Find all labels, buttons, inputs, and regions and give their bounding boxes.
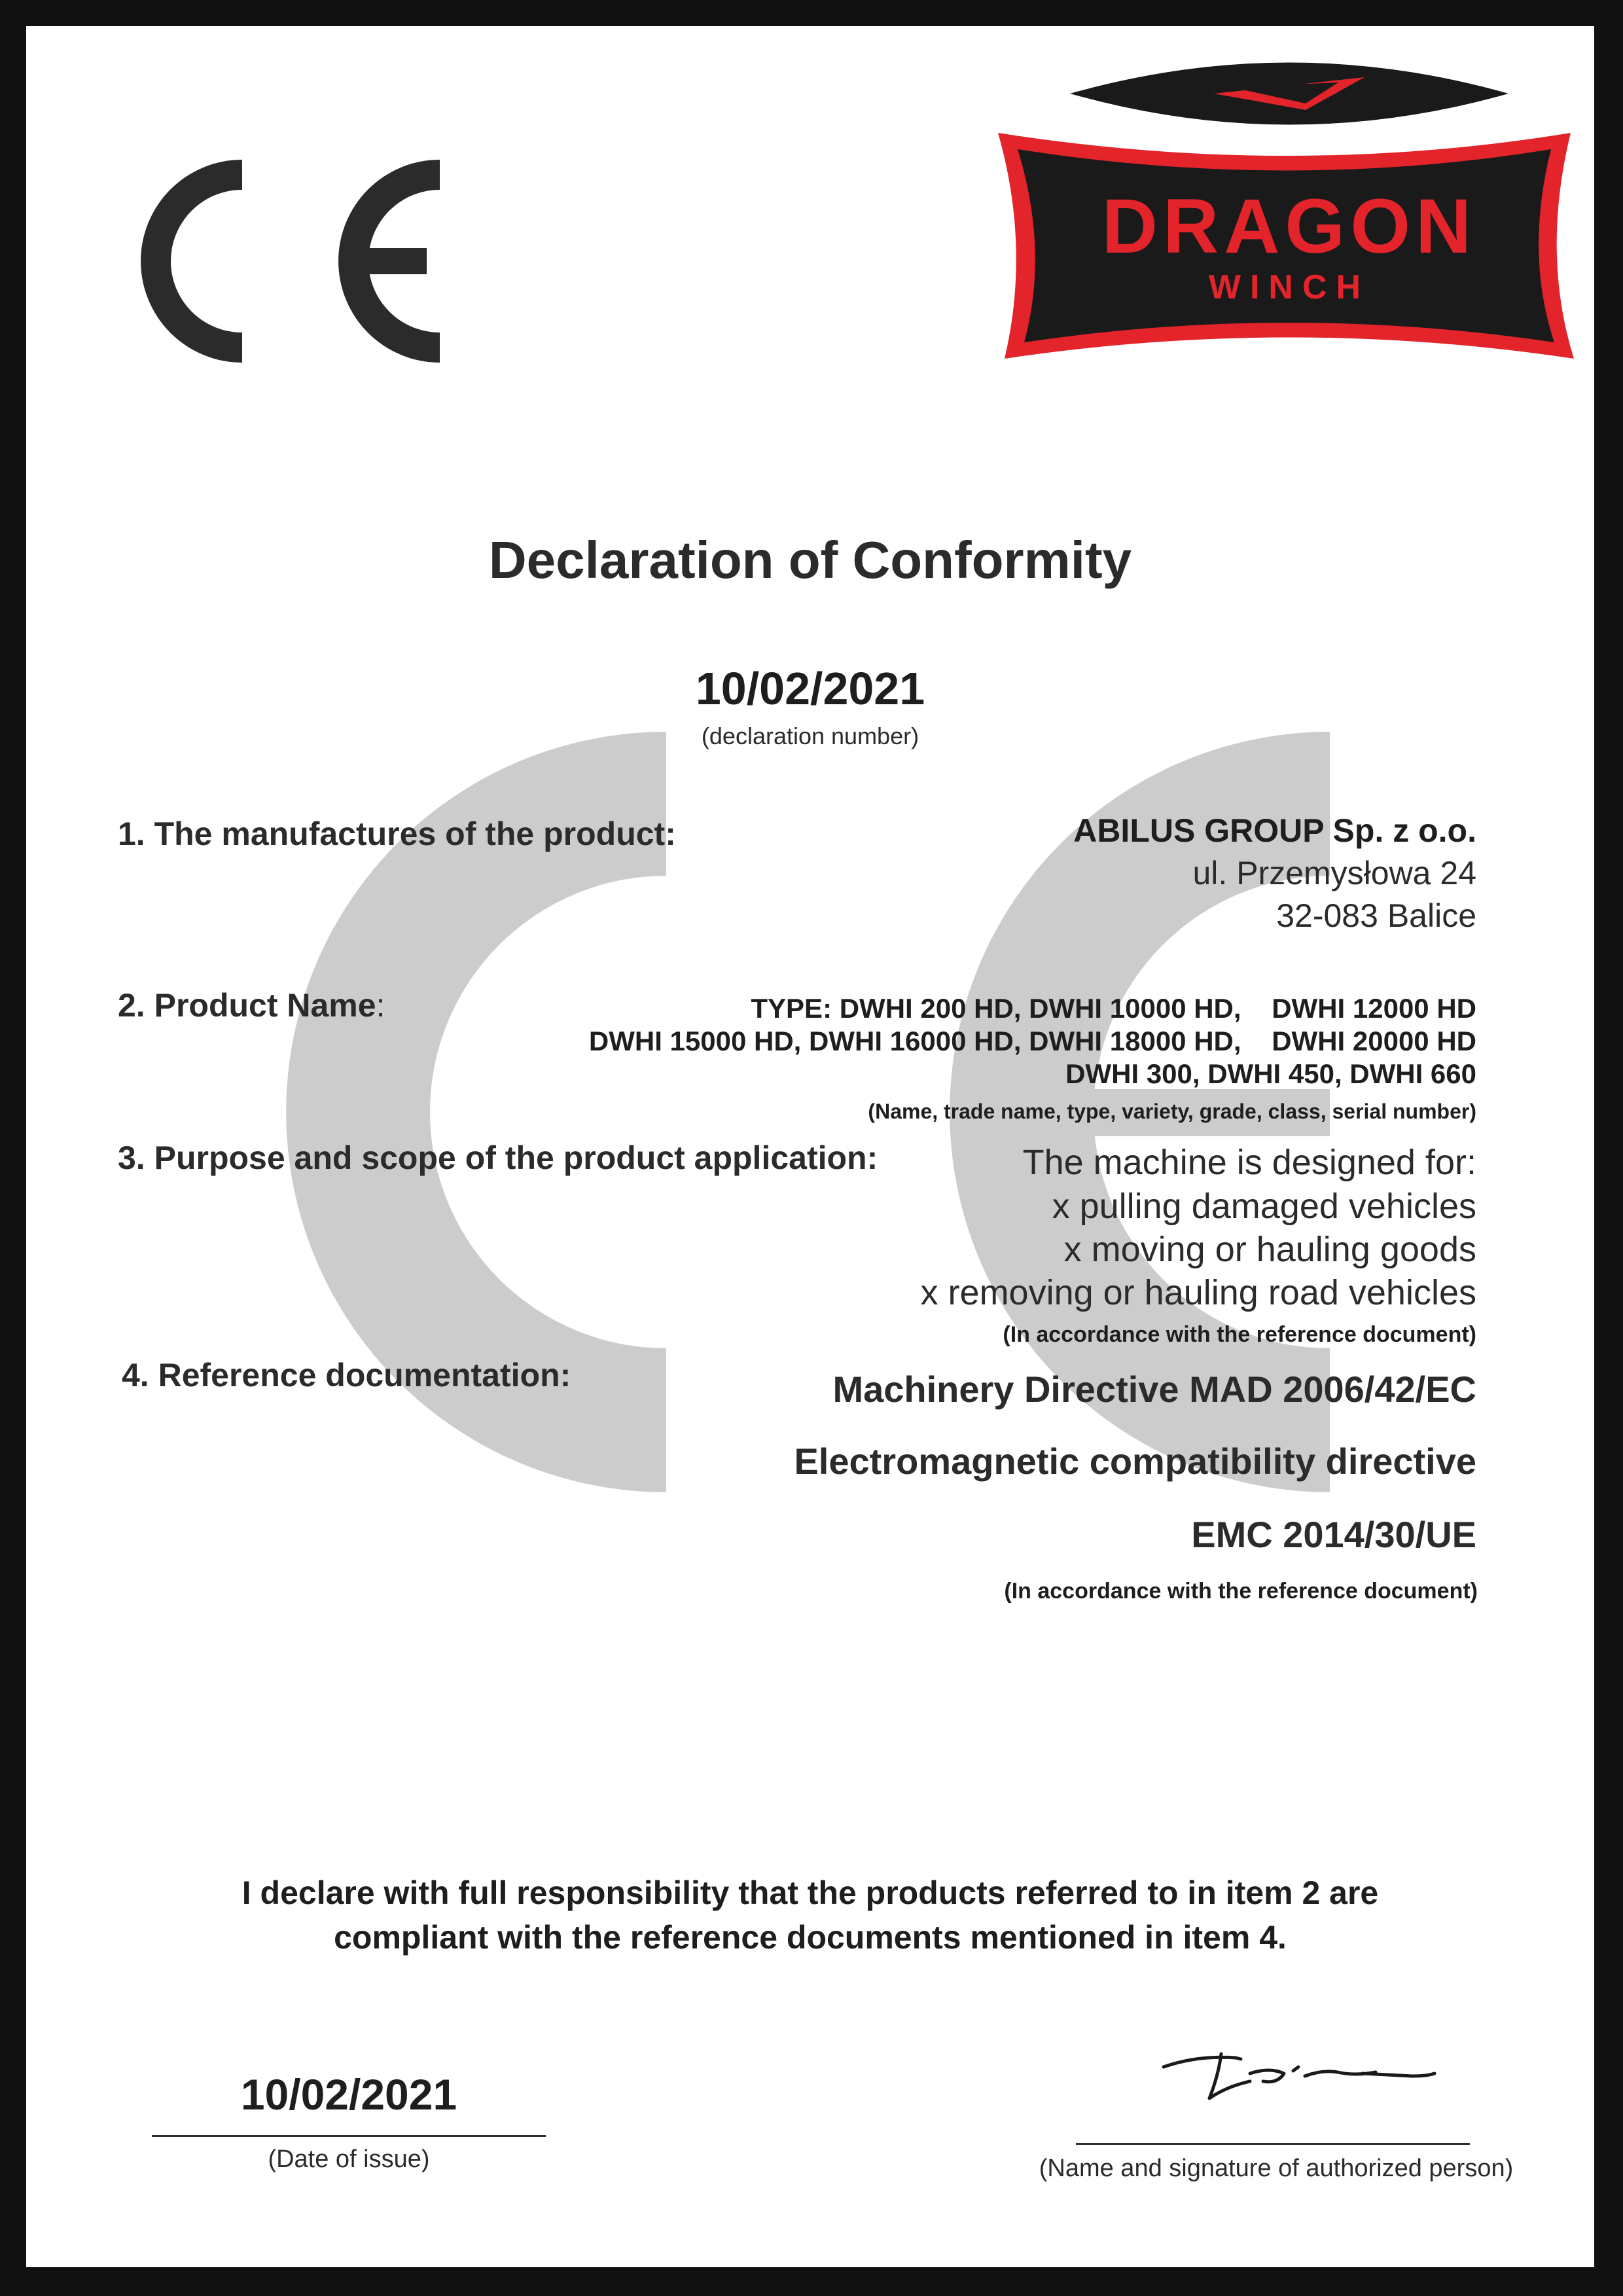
product-line-2: DWHI 15000 HD, DWHI 16000 HD, DWHI 18000 HD, DWHI 20000 HD [588,1026,1476,1056]
manufacturer-company: ABILUS GROUP Sp. z o.o. [1073,812,1476,849]
declaration-number: 10/02/2021 [695,663,925,714]
item-4-label: 4. Reference documentation: [122,1357,571,1393]
issue-date: 10/02/2021 [240,2070,457,2119]
purpose-intro: The machine is designed for: [1022,1143,1476,1182]
certificate-page [26,26,1594,2267]
issue-date-caption: (Date of issue) [268,2145,430,2173]
product-line-1: TYPE: DWHI 200 HD, DWHI 10000 HD, DWHI 12000 HD [751,993,1476,1024]
item-2-label-text: 2. Product Name [118,987,376,1024]
reference-note: (In accordance with the reference document) [1004,1579,1478,1604]
item-3-label: 3. Purpose and scope of the product application: [118,1139,878,1176]
purpose-use-2: x moving or hauling goods [1063,1230,1476,1269]
item-1-label: 1. The manufactures of the product: [118,816,676,852]
signature-caption: (Name and signature of authorized person) [1039,2155,1514,2182]
declaration-number-caption: (declaration number) [701,723,919,749]
reference-document-1: Machinery Directive MAD 2006/42/EC [832,1369,1476,1410]
manufacturer-address-line2: 32-083 Balice [1276,897,1476,934]
brand-sub: WINCH [1208,268,1370,306]
handwritten-signature [1158,2036,1440,2114]
product-line-3: DWHI 300, DWHI 450, DWHI 660 [1065,1058,1476,1089]
dragon-winch-logo [998,58,1580,391]
issue-date-line [152,2135,546,2137]
document-title: Declaration of Conformity [488,531,1132,589]
purpose-use-3: x removing or hauling road vehicles [920,1273,1476,1312]
item-2-label [118,986,385,1024]
purpose-note: (In accordance with the reference document) [1003,1322,1476,1347]
signature-line [1076,2143,1470,2145]
statement-line-2: compliant with the reference documents mentioned in item 4. [334,1919,1287,1956]
purpose-use-1: x pulling damaged vehicles [1052,1187,1476,1226]
statement-line-1: I declare with full responsibility that the products referred to in item 2 are [241,1874,1379,1911]
reference-document-3: EMC 2014/30/UE [1191,1514,1476,1555]
item-2-label-colon: : [376,987,385,1024]
ce-mark-logo [139,147,453,389]
brand-name: DRAGON [1101,183,1477,270]
declaration-statement [26,1871,1594,1960]
reference-document-2: Electromagnetic compatibility directive [794,1441,1476,1482]
product-note: (Name, trade name, type, variety, grade, class, serial number) [868,1100,1476,1123]
manufacturer-address-line1: ul. Przemysłowa 24 [1192,855,1476,891]
